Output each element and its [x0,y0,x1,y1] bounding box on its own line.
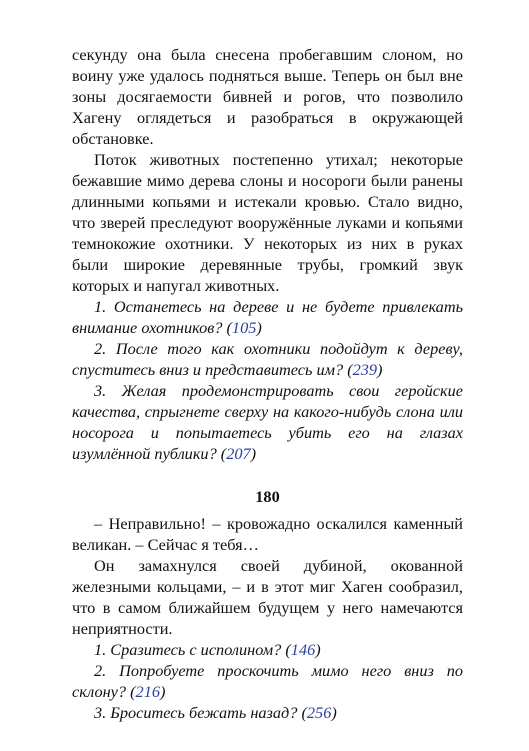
choice-link-216[interactable]: 216 [135,682,160,701]
choice-link-239[interactable]: 239 [352,360,378,379]
choice-180-3: 3. Броситесь бежать назад? (256) [94,703,337,722]
section-number: 180 [255,487,280,506]
choice-180-2: 2. Попробуете проскочить мимо него вниз по склону? (216) [72,661,463,701]
choice-180-1: 1. Сразитесь с исполином? (146) [94,640,321,659]
paragraph-hunters: Поток животных постепенно утихал; некоторые бежавшие мимо дерева слоны и носороги были ранены длинными копьями и истекали кровью. Стало видно, что зверей преследуют вооружённые луками и копьями темнокожие охотники. У некоторых из них в руках были широкие деревянные трубы, громкий звук которых и напугал животных. [72,150,463,295]
choice-link-207[interactable]: 207 [226,444,251,463]
choice-179-3: 3. Желая продемонстрировать свои геройские качества, спрыгнете сверху на какого-нибудь слона или носорога и попытаетесь убить его на глазах изумлённой публики? (207) [72,381,463,463]
choice-link-105[interactable]: 105 [231,318,257,337]
choice-link-256[interactable]: 256 [306,703,332,722]
paragraph-continuation: секунду она была снесена пробегавшим слоном, но воину уже удалось подняться выше. Теперь он был вне зоны досягаемости бивней и рогов, что позволило Хагену оглядеться и разобраться в окружающей обстановке. [72,45,463,148]
choice-179-1: 1. Останетесь на дереве и не будете привлекать внимание охотников? (105) [72,297,463,337]
choice-179-2: 2. После того как охотники подойдут к дереву, спуститесь вниз и представитесь им? (239) [72,339,463,379]
choice-link-146[interactable]: 146 [290,640,316,659]
paragraph-giant-speech: – Неправильно! – кровожадно оскалился каменный великан. – Сейчас я тебя… [72,514,463,554]
paragraph-giant-attack: Он замахнулся своей дубиной, окованной железными кольцами, – и в этот миг Хаген сообразил, что в самом ближайшем будущем у него намечаются неприятности. [72,556,463,638]
